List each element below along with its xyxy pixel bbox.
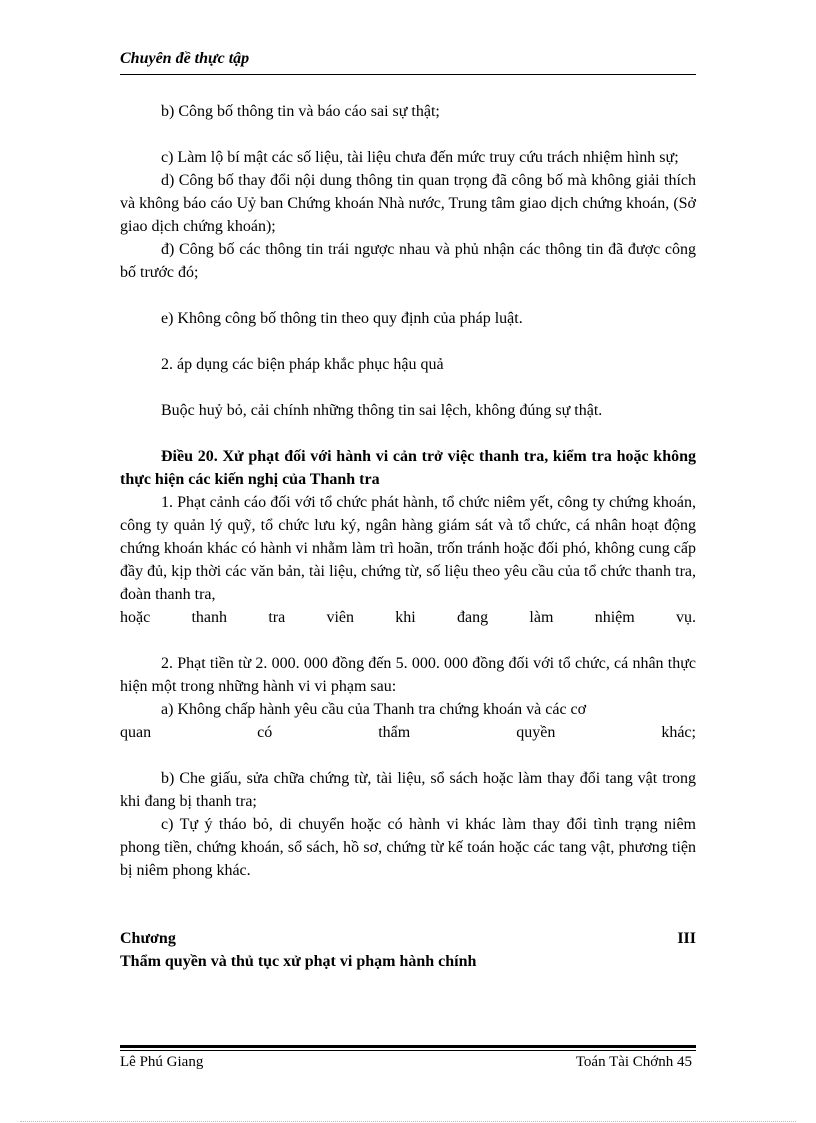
footer — [120, 1054, 696, 1071]
article-20-heading: Điều 20. Xử phạt đối với hành vi cản trở việc thanh tra, kiểm tra hoặc không thực hiện các kiến nghị của Thanh tra — [120, 448, 696, 488]
clause-2-item-a-last-line — [120, 721, 696, 744]
word: vụ. — [675, 609, 696, 626]
word: khác; — [661, 724, 696, 741]
word: hoặc — [120, 609, 151, 626]
article-20-clause-2: 2. Phạt tiền từ 2. 000. 000 đồng đến 5. 000. 000 đồng đối với tổ chức, cá nhân thực hiện một trong những hành vi vi phạm sau: — [120, 655, 696, 695]
chapter-line — [120, 927, 696, 950]
paragraph-remedy: Buộc huỷ bỏ, cải chính những thông tin sai lệch, không đúng sự thật. — [161, 402, 603, 419]
word: khi — [395, 609, 416, 626]
article-20-clause-1-last-line — [120, 606, 696, 629]
footer-rule-thick — [120, 1045, 696, 1048]
chapter-word: Chương — [120, 930, 176, 947]
paragraph-d: d) Công bố thay đổi nội dung thông tin quan trọng đã công bố mà không giải thích và không báo cáo Uỷ ban Chứng khoán Nhà nước, Trung tâm giao dịch chứng khoán, (Sở giao dịch chứng khoán); — [120, 172, 696, 235]
clause-2-item-c: c) Tự ý tháo bỏ, di chuyển hoặc có hành vi khác làm thay đổi tình trạng niêm phong tiền, chứng khoán, sổ sách, hồ sơ, chứng từ kế toán hoặc các tang vật, phương tiện bị niêm phong khác. — [120, 816, 696, 879]
paragraph-remedy-heading: 2. áp dụng các biện pháp khắc phục hậu quả — [161, 356, 444, 373]
word: có — [257, 724, 273, 741]
body-text — [120, 100, 696, 882]
running-header-title: Chuyên đề thực tập — [120, 50, 250, 67]
paragraph-b: b) Công bố thông tin và báo cáo sai sự thật; — [161, 103, 440, 120]
article-20-clause-1: 1. Phạt cảnh cáo đối với tổ chức phát hành, tổ chức niêm yết, công ty chứng khoán, công ty quản lý quỹ, tổ chức lưu ký, ngân hàng giám sát và tổ chức, cá nhân hoạt động chứng khoán khác có hành vi nhằm làm trì hoãn, trốn tránh hoặc đối phó, không cung cấp đầy đủ, kịp thời các văn bản, tài liệu, chứng từ, số liệu theo yêu cầu của tổ chức thanh tra, đoàn thanh tra, — [120, 494, 696, 603]
word: nhiệm — [594, 609, 635, 626]
word: viên — [326, 609, 355, 626]
chapter-number: III — [677, 930, 696, 947]
word: thanh — [191, 609, 228, 626]
header-rule — [120, 74, 696, 75]
word: thẩm — [378, 724, 411, 741]
paragraph-dd: đ) Công bố các thông tin trái ngược nhau và phủ nhận các thông tin đã được công bố trước đó; — [120, 241, 696, 281]
footer-author: Lê Phú Giang — [120, 1054, 204, 1070]
word: quan — [120, 724, 152, 741]
clause-2-item-a: a) Không chấp hành yêu cầu của Thanh tra chứng khoán và các cơ — [161, 701, 587, 718]
chapter-heading — [120, 927, 696, 973]
word: tra — [268, 609, 286, 626]
footer-class-page: Toán Tài Chớnh 45 — [575, 1054, 692, 1070]
clause-2-item-b: b) Che giấu, sửa chữa chứng từ, tài liệu, sổ sách hoặc làm thay đổi tang vật trong khi đang bị thanh tra; — [120, 770, 696, 810]
word: quyền — [516, 724, 556, 741]
paragraph-c: c) Làm lộ bí mật các số liệu, tài liệu chưa đến mức truy cứu trách nhiệm hình sự; — [161, 149, 679, 166]
chapter-title: Thẩm quyền và thủ tục xử phạt vi phạm hành chính — [120, 953, 477, 970]
footer-rule-thin — [120, 1050, 696, 1051]
paragraph-e: e) Không công bố thông tin theo quy định của pháp luật. — [161, 310, 523, 327]
word: làm — [529, 609, 554, 626]
word: đang — [457, 609, 489, 626]
page-edge-dotted-line — [20, 1121, 796, 1122]
